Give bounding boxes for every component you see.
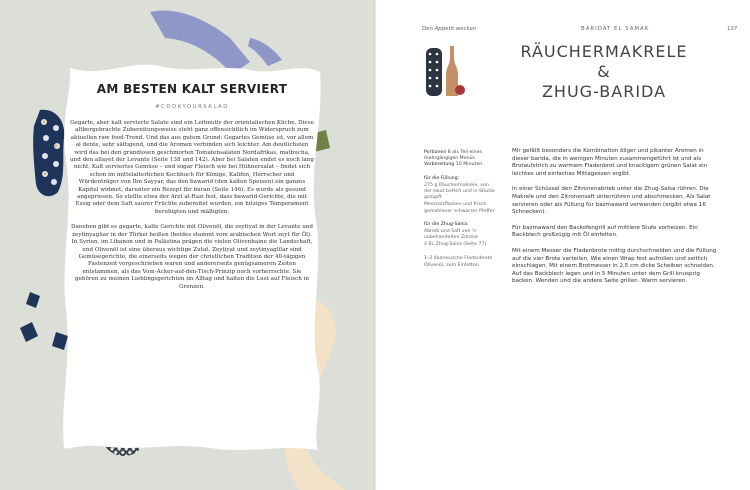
left-page bbox=[0, 0, 374, 490]
method-paragraph: In einer Schüssel den Zitronenabrieb unter die Zhug-Salsa rühren. Die Makrele und den Zitronensaft unterrühren und abschmecken. Als Salat servieren oder als Füllung für bazmaward verwenden (ergibt etwa 16 Schnecken). bbox=[512, 186, 711, 216]
ingredient-group-title: für die Füllung: bbox=[424, 175, 460, 181]
prep-time-label: Vorbereitung bbox=[424, 162, 455, 168]
method-paragraph: Für bazmaward den Backofengrill auf mittlere Stufe vorheizen. Ein Backblech großzügig mit Öl einfetten. bbox=[512, 224, 698, 239]
ingredient-item: Olivenöl, zum Einfetten bbox=[424, 262, 479, 268]
right-page bbox=[376, 0, 750, 490]
servings-value: 8 als Teil eines mehrgängigen Menüs bbox=[424, 150, 482, 162]
ingredient-item: 1–2 libanesische Fladenbrote bbox=[424, 255, 493, 261]
servings-row bbox=[424, 150, 498, 162]
ingredient-item: 4 EL Zhug-Salsa (Seite 77) bbox=[424, 242, 487, 248]
article-body bbox=[70, 120, 314, 291]
ingredient-group-filling bbox=[424, 176, 498, 215]
recipe-method bbox=[512, 148, 718, 294]
article-card bbox=[70, 82, 314, 299]
running-head-dish: BARIDAT EL SAMAK bbox=[581, 26, 650, 32]
running-head-section: Den Appetit wecken bbox=[422, 26, 477, 32]
ingredient-item: Meersalzflocken und frisch gemahlener schwarzer Pfeffer bbox=[424, 202, 495, 214]
recipe-sidebar bbox=[424, 150, 498, 269]
ingredient-group-title: für die Zhug-Salsa: bbox=[424, 221, 469, 227]
ingredient-group-salsa bbox=[424, 222, 498, 249]
recipe-title-line: RÄUCHERMAKRELE & bbox=[520, 42, 688, 81]
prep-time-row bbox=[424, 162, 498, 168]
method-paragraph: Mir gefällt besonders die Kombination öliger und pikanter Aromen in dieser barida, die in wenigen Minuten zusammengeführt ist und als Brotaufstrich zu warmem Fladenbrot und knackigem grünen Salat ein leichtes und einfaches Mittagessen ergibt. bbox=[512, 148, 708, 177]
article-hashtag: #COOKYOURSALAD bbox=[155, 104, 229, 110]
recipe-title bbox=[514, 42, 694, 102]
ingredient-item: Abrieb und Saft von ½ unbehandelten Zitrone bbox=[424, 229, 478, 241]
bottles-illustration bbox=[418, 40, 478, 100]
method-paragraph: Mit einem Messer die Fladenbrote mittig durchschneiden und die Füllung auf die vier Brote verteilen. Wie einen Wrap fest aufrollen und seitlich einschlagen. Mit einem Brotmesser in 2,5 cm dicke Scheiben schneiden. Auf das Backblech legen und in 5 Minuten unter dem Grill knusprig backen. Wenden und die andere Seite grillen. Warm servieren. bbox=[512, 247, 717, 285]
ingredient-item: 275 g Räuchermakrele, von der Haut befreit und in Stücke gezupft bbox=[424, 182, 495, 201]
ingredient-group-bread bbox=[424, 256, 498, 269]
recipe-title-line: ZHUG-BARIDA bbox=[541, 82, 667, 101]
page-number: 137 bbox=[727, 26, 738, 32]
article-paragraph: Gegarte, aber kalt servierte Salate sind ein Leitmotiv der orientalischen Küche. Diese altbergebrachte Zubereitungsweise steht ganz offensichtlich im Widerspruch zum aktuellen raw food-Trend. Und das aus gutem Grund: Gegartes Gemüse ist, vor allem al dente, sehr sättigend, und die Aromen verbinden sich leichter. Am deutlichsten wird das bei den grandiosen geschmorten Tomatensalaten Nordafrikas, matbucha, und den allayet der Levante (Seite 138 und 142). Aber bei Salaten endet es noch lang nicht. Kalt serviertes Gemüse – und sogar Fleisch wie bei Hühnersalat – findet sich schon im mittelalterlichen Kochbuch für Könige, Kalifen, Herrscher und Würdenträger von Ibn Sayyar, das den bawarid (den kalten Speisen) ein ganzes Kapitel widmet, darunter ein Rezept für buran (Seite 146). Es wurde als gesund angepriesen. So stellte etwa der Arzt al-Razi fest, dass bawarid-Gerichte, die mit Essig oder dem Saft saurer Früchte zubereitet wurden, ein hitziges Temperament beruhigten und mäßigten. bbox=[70, 120, 314, 215]
servings-label: Portionen bbox=[424, 150, 447, 155]
prep-time-value: 10 Minuten bbox=[455, 162, 483, 168]
article-title: AM BESTEN KALT SERVIERT bbox=[96, 82, 288, 96]
article-paragraph: Daneben gibt es gegarte, kalte Gerichte mit Olivenöl, die zeytiyat in der Levante und zeytinyagliar in der Türkei heißen (beides stammt vom arabischen Wort zeyt für Öl). In Syrien, im Libanon und in Palästina prägen die vielen Olivenhaine die Landschaft, und Olivenöl ist eine überaus wichtige Zutat. Zeytiyat und zeytinyaglilar sind Gemüsegerichte, die einerseits wegen der christlichen Tradition der 40-tägigen Fastenzeit vorgeschrieben waren und andererseits genügsameren Zeiten entstammen, als das Vom-Acker-auf-den-Tisch-Prinzip noch vorherrschte. Sie gehören zu meinen Lieblingsgerichten im Alltag und halten die Lust auf Fleisch in Grenzen. bbox=[71, 224, 313, 290]
